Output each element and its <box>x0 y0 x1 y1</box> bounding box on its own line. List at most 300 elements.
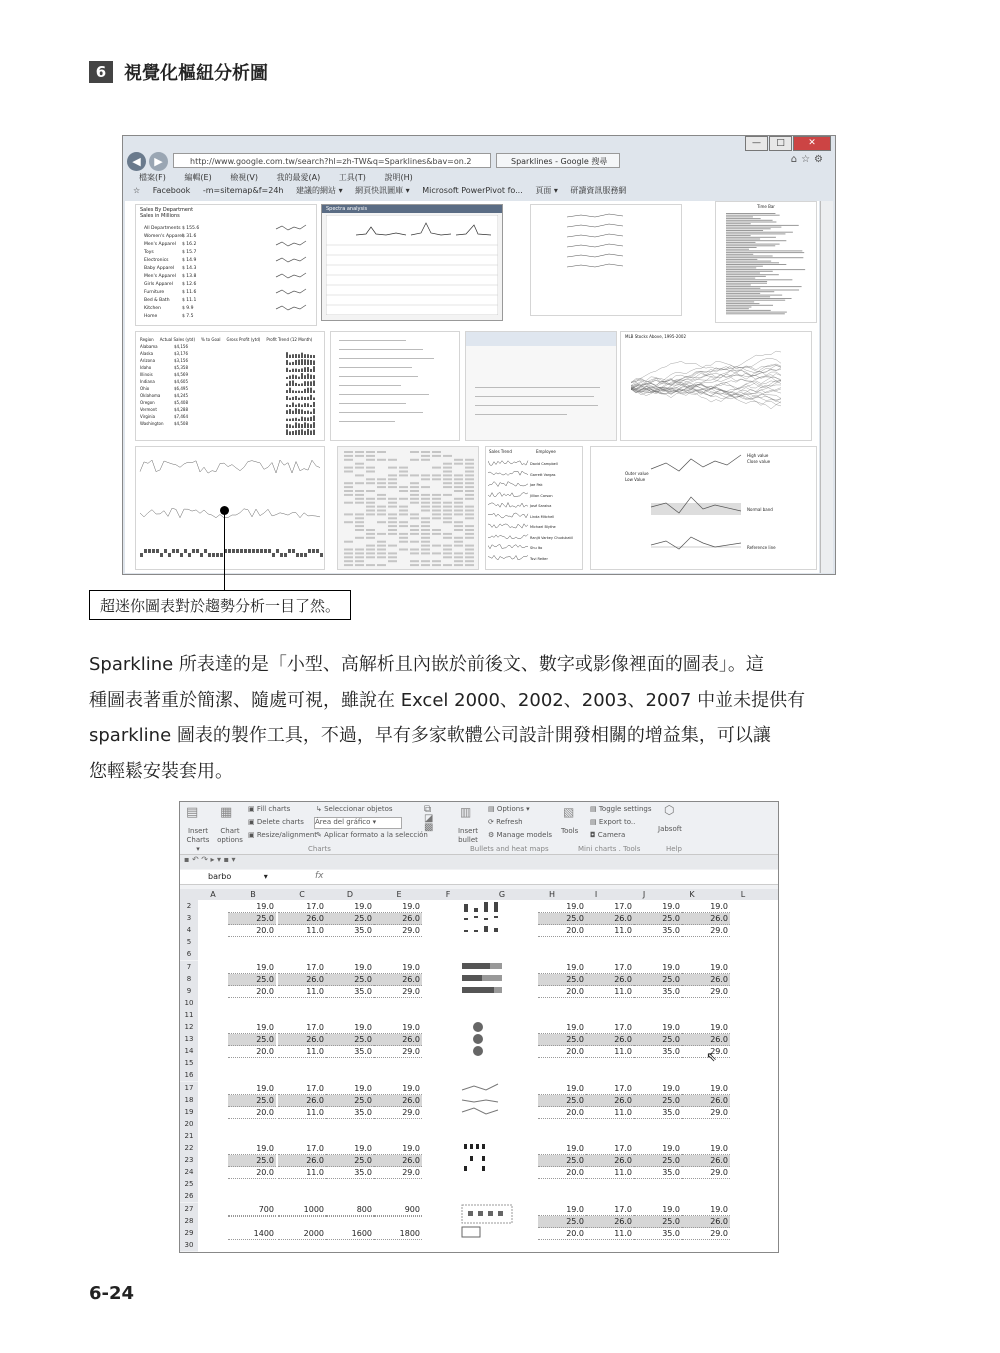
insert-bullet-button[interactable]: Insert bullet <box>457 827 479 844</box>
table-cell[interactable]: 26.0 <box>374 1034 422 1046</box>
table-cell[interactable]: 26.0 <box>682 1095 730 1107</box>
table-cell[interactable]: 20.0 <box>538 925 586 937</box>
t11-employee-name: Shu Ito <box>530 546 543 550</box>
table-cell[interactable]: 19.0 <box>634 1083 682 1095</box>
table-cell[interactable]: 25.0 <box>634 974 682 986</box>
fav-facebook[interactable]: Facebook <box>152 186 191 195</box>
table-cell[interactable]: 19.0 <box>634 901 682 913</box>
page-number: 6-24 <box>89 1283 135 1304</box>
thumbnail-sparkline-anatomy[interactable] <box>590 446 817 570</box>
apply-format-button[interactable]: ✎ Aplicar formato a la selección <box>316 831 428 839</box>
row-header[interactable]: 20 <box>180 1118 198 1130</box>
table-cell[interactable]: 700 <box>228 1204 276 1216</box>
table-cell[interactable]: 26.0 <box>586 1095 634 1107</box>
menu-tools[interactable]: 工具(T) <box>338 173 366 182</box>
thumbnail-sparkline-types[interactable] <box>135 446 325 570</box>
t7-doc-lines <box>475 387 607 423</box>
table-cell[interactable]: 26.0 <box>374 913 422 925</box>
table-cell[interactable]: 25.0 <box>634 1095 682 1107</box>
table-cell[interactable]: 17.0 <box>278 962 326 974</box>
table-cell[interactable]: 19.0 <box>538 1143 586 1155</box>
table-cell[interactable]: 17.0 <box>278 1022 326 1034</box>
thumbnail-sales-by-department[interactable] <box>135 204 317 326</box>
menu-view[interactable]: 檢視(V) <box>230 173 258 182</box>
table-cell[interactable]: 26.0 <box>586 913 634 925</box>
t5-sales: $5,358 <box>174 365 188 370</box>
table-cell[interactable]: 17.0 <box>278 1083 326 1095</box>
grid-cell-mark <box>366 467 375 469</box>
column-header[interactable]: A <box>210 890 216 899</box>
grid-cell-mark <box>410 474 419 476</box>
fav-gallery[interactable]: 網頁快訊圖庫 ▾ <box>355 186 410 195</box>
grid-cell-mark <box>421 517 430 519</box>
grid-cell-mark <box>388 459 397 461</box>
back-icon[interactable]: ◀ <box>127 152 146 171</box>
table-cell[interactable] <box>326 1216 374 1217</box>
column-header[interactable]: H <box>548 890 555 899</box>
table-cell[interactable]: 19.0 <box>228 901 276 913</box>
table-cell[interactable]: 19.0 <box>326 1022 374 1034</box>
row-header[interactable]: 14 <box>180 1045 198 1057</box>
table-cell[interactable]: 25.0 <box>634 1216 682 1228</box>
table-cell[interactable]: 19.0 <box>374 901 422 913</box>
close-button[interactable]: ✕ <box>793 136 831 151</box>
table-cell[interactable]: 25.0 <box>326 1155 374 1167</box>
worksheet-grid[interactable] <box>198 900 778 1252</box>
thumbnail-sparkline-text-examples[interactable] <box>330 331 460 441</box>
table-cell[interactable]: 35.0 <box>326 1046 374 1058</box>
t5-region: Indiana <box>140 379 155 384</box>
column-header[interactable]: C <box>299 890 305 899</box>
table-cell[interactable]: 20.0 <box>228 1167 276 1179</box>
fx-icon[interactable]: fx <box>315 871 324 881</box>
t5-region: Alabama <box>140 344 158 349</box>
table-cell[interactable]: 26.0 <box>586 1155 634 1167</box>
table-cell[interactable]: 1400 <box>228 1228 276 1240</box>
options-button[interactable]: ▤ Options ▾ <box>488 805 530 813</box>
tools-button[interactable]: Tools <box>561 827 579 835</box>
table-cell[interactable]: 29.0 <box>682 1167 730 1179</box>
grid-cell-mark <box>399 549 408 551</box>
home-star-gear-icons[interactable]: ⌂☆⚙ <box>790 154 827 165</box>
table-cell[interactable]: 25.0 <box>228 1095 276 1107</box>
table-cell[interactable]: 20.0 <box>228 1107 276 1119</box>
table-cell[interactable]: 26.0 <box>278 1034 326 1046</box>
row-header[interactable]: 2 <box>180 900 198 912</box>
table-cell[interactable]: 26.0 <box>682 974 730 986</box>
jabsoft-icon[interactable]: ⬡ <box>664 803 675 817</box>
format-icons[interactable]: ⧉ ◪ ▩ <box>424 804 434 833</box>
sparkline-cell[interactable] <box>460 1142 510 1182</box>
refresh-button[interactable]: ⟳ Refresh <box>488 818 523 826</box>
table-cell[interactable]: 20.0 <box>538 1046 586 1058</box>
t5-region: Illinois <box>140 372 153 377</box>
table-cell[interactable]: 35.0 <box>326 1107 374 1119</box>
table-cell[interactable]: 25.0 <box>228 1034 276 1046</box>
column-header[interactable]: G <box>498 890 506 899</box>
table-cell[interactable]: 35.0 <box>634 1167 682 1179</box>
select-objects-button[interactable]: ↳ Seleccionar objetos <box>316 805 393 813</box>
table-cell[interactable]: 25.0 <box>326 974 374 986</box>
table-cell[interactable]: 26.0 <box>682 913 730 925</box>
column-header[interactable]: J <box>642 890 646 899</box>
row-header[interactable]: 30 <box>180 1239 198 1251</box>
table-cell[interactable]: 20.0 <box>538 986 586 998</box>
table-cell[interactable]: 25.0 <box>326 913 374 925</box>
tools-icon[interactable]: ▧ <box>563 805 575 819</box>
table-cell[interactable]: 29.0 <box>374 1046 422 1058</box>
row-header[interactable]: 24 <box>180 1166 198 1178</box>
table-cell[interactable]: 19.0 <box>682 1204 730 1216</box>
table-cell[interactable]: 19.0 <box>228 1083 276 1095</box>
table-cell[interactable]: 26.0 <box>586 1216 634 1228</box>
grid-cell-mark <box>465 459 474 461</box>
row-header[interactable]: 22 <box>180 1142 198 1154</box>
table-cell[interactable]: 29.0 <box>682 1228 730 1240</box>
menu-help[interactable]: 說明(H) <box>384 173 413 182</box>
column-header[interactable]: I <box>594 890 598 899</box>
jabsoft-button[interactable]: Jabsoft <box>658 825 682 833</box>
row-header[interactable]: 23 <box>180 1154 198 1166</box>
export-to-button[interactable]: ▤ Export to.. <box>590 818 636 826</box>
resize-alignment-button[interactable]: ▣ Resize/alignment <box>248 831 317 839</box>
table-cell[interactable]: 17.0 <box>586 962 634 974</box>
chapter-number-badge: 6 <box>89 61 113 83</box>
table-cell[interactable]: 25.0 <box>538 1095 586 1107</box>
table-cell[interactable]: 19.0 <box>538 901 586 913</box>
row-header[interactable]: 8 <box>180 973 198 985</box>
fav-suggested[interactable]: 建議的網站 ▾ <box>296 186 343 195</box>
table-cell[interactable]: 26.0 <box>374 1095 422 1107</box>
fav-star-icon[interactable]: ☆ <box>133 186 141 195</box>
row-header[interactable]: 15 <box>180 1057 198 1069</box>
row-header[interactable]: 13 <box>180 1033 198 1045</box>
table-cell[interactable]: 26.0 <box>682 1034 730 1046</box>
grid-cell-mark <box>399 506 408 508</box>
table-cell[interactable]: 20.0 <box>538 1228 586 1240</box>
menu-file[interactable]: 檔案(F) <box>139 173 166 182</box>
table-cell[interactable]: 29.0 <box>682 925 730 937</box>
menu-bar <box>123 172 835 184</box>
table-cell[interactable]: 900 <box>374 1204 422 1216</box>
table-cell[interactable]: 1800 <box>374 1228 422 1240</box>
table-cell[interactable]: 19.0 <box>682 901 730 913</box>
table-cell[interactable]: 35.0 <box>326 986 374 998</box>
table-cell[interactable]: 20.0 <box>538 1107 586 1119</box>
t1-row-value: $ 14.3 <box>182 266 197 271</box>
table-cell[interactable]: 25.0 <box>538 1216 586 1228</box>
table-cell[interactable]: 26.0 <box>682 1216 730 1228</box>
table-cell[interactable]: 17.0 <box>278 901 326 913</box>
row-header[interactable]: 12 <box>180 1021 198 1033</box>
table-cell[interactable]: 29.0 <box>374 1167 422 1179</box>
table-cell[interactable]: 35.0 <box>634 1046 682 1058</box>
t5-region: Virginia <box>140 414 156 419</box>
column-header[interactable]: L <box>740 890 746 899</box>
table-cell[interactable]: 11.0 <box>586 1107 634 1119</box>
table-cell[interactable]: 29.0 <box>374 1107 422 1119</box>
table-cell[interactable]: 1000 <box>278 1204 326 1216</box>
time-bar-mark <box>726 283 767 284</box>
table-cell[interactable]: 35.0 <box>634 1228 682 1240</box>
thumbnail-time-bar[interactable] <box>715 201 817 323</box>
group-mini-label: Mini charts . Tools <box>578 845 641 853</box>
t1-row-label: Girls Apparel <box>144 282 173 287</box>
table-cell[interactable]: 26.0 <box>278 913 326 925</box>
table-cell[interactable]: 11.0 <box>278 925 326 937</box>
table-cell[interactable]: 26.0 <box>278 1155 326 1167</box>
table-cell[interactable]: 35.0 <box>634 925 682 937</box>
t12-label-close: Close value <box>747 459 771 464</box>
column-header[interactable]: E <box>396 890 402 899</box>
fill-charts-button[interactable]: ▣ Fill charts <box>248 805 291 813</box>
table-cell[interactable]: 26.0 <box>374 1155 422 1167</box>
table-cell[interactable]: 25.0 <box>326 1095 374 1107</box>
fav-powerpivot[interactable]: Microsoft PowerPivot fo... <box>422 186 523 195</box>
table-cell[interactable]: 17.0 <box>586 1083 634 1095</box>
table-cell[interactable]: 19.0 <box>634 1143 682 1155</box>
thumbnail-word-document[interactable] <box>465 331 617 441</box>
t10-grid <box>338 447 478 569</box>
row-header[interactable]: 29 <box>180 1227 198 1239</box>
table-cell[interactable]: 25.0 <box>538 913 586 925</box>
table-cell[interactable]: 19.0 <box>682 1083 730 1095</box>
browser-scrollbar[interactable] <box>820 201 833 573</box>
table-cell[interactable]: 19.0 <box>228 1022 276 1034</box>
row-header[interactable]: 6 <box>180 948 198 960</box>
table-cell[interactable]: 25.0 <box>326 1034 374 1046</box>
table-cell[interactable] <box>228 1216 276 1217</box>
grid-cell-mark <box>421 549 430 551</box>
menu-edit[interactable]: 編輯(E) <box>184 173 212 182</box>
table-cell[interactable]: 25.0 <box>228 913 276 925</box>
sparkline-cell[interactable] <box>460 1021 510 1061</box>
table-cell[interactable]: 11.0 <box>586 925 634 937</box>
table-cell[interactable]: 19.0 <box>326 1083 374 1095</box>
table-cell[interactable] <box>374 1216 422 1217</box>
table-cell[interactable]: 19.0 <box>326 962 374 974</box>
insert-charts-button[interactable]: Insert Charts ▾ <box>186 827 210 853</box>
grid-cell-mark <box>454 478 463 480</box>
table-cell[interactable]: 11.0 <box>278 1107 326 1119</box>
table-cell[interactable]: 11.0 <box>586 1167 634 1179</box>
row-header[interactable]: 27 <box>180 1203 198 1215</box>
row-header[interactable]: 11 <box>180 1009 198 1021</box>
table-cell[interactable]: 19.0 <box>682 962 730 974</box>
row-header[interactable]: 21 <box>180 1130 198 1142</box>
table-cell[interactable]: 2000 <box>278 1228 326 1240</box>
time-bar-mark <box>726 276 766 277</box>
table-cell[interactable]: 19.0 <box>634 1204 682 1216</box>
win-loss-mark <box>184 549 187 553</box>
t5-region: Washington <box>140 421 164 426</box>
time-bar-mark <box>726 222 776 223</box>
table-cell[interactable]: 29.0 <box>682 1107 730 1119</box>
minimize-button[interactable]: — <box>745 136 768 151</box>
t1-row-label: Men's Apparel <box>144 274 176 279</box>
row-header[interactable]: 16 <box>180 1069 198 1081</box>
thumbnail-excel-grid[interactable] <box>337 446 479 570</box>
table-cell[interactable]: 25.0 <box>538 1155 586 1167</box>
table-cell[interactable]: 19.0 <box>374 1022 422 1034</box>
thumbnail-spectra-analysis[interactable] <box>321 204 503 321</box>
thumbnail-employee-sales-trend[interactable] <box>485 446 583 570</box>
profit-bar-mark <box>301 424 303 428</box>
row-header[interactable]: 10 <box>180 997 198 1009</box>
table-cell[interactable] <box>278 1216 326 1217</box>
column-header[interactable]: B <box>250 890 256 899</box>
table-cell[interactable]: 25.0 <box>228 974 276 986</box>
table-cell[interactable]: 17.0 <box>586 1204 634 1216</box>
grid-cell-mark <box>344 560 353 562</box>
table-cell[interactable]: 19.0 <box>374 1083 422 1095</box>
thumbnail-mlb-stocks[interactable] <box>620 331 812 441</box>
chart-options-button[interactable]: Chart options <box>217 827 243 844</box>
table-cell[interactable]: 11.0 <box>586 1228 634 1240</box>
tab-sparklines[interactable]: Sparklines - Google 搜尋 <box>496 153 620 168</box>
row-header[interactable]: 17 <box>180 1082 198 1094</box>
table-cell[interactable]: 35.0 <box>634 986 682 998</box>
table-cell[interactable]: 11.0 <box>278 986 326 998</box>
table-cell[interactable]: 17.0 <box>278 1143 326 1155</box>
table-cell[interactable]: 19.0 <box>634 1022 682 1034</box>
sparkline-cell[interactable] <box>460 1203 516 1243</box>
table-cell[interactable]: 19.0 <box>538 962 586 974</box>
table-cell[interactable]: 26.0 <box>278 974 326 986</box>
row-header[interactable]: 9 <box>180 985 198 997</box>
table-cell[interactable]: 800 <box>326 1204 374 1216</box>
table-cell[interactable]: 29.0 <box>374 986 422 998</box>
table-cell[interactable]: 17.0 <box>586 1022 634 1034</box>
table-cell[interactable]: 35.0 <box>326 1167 374 1179</box>
row-header[interactable]: 28 <box>180 1215 198 1227</box>
table-cell[interactable]: 29.0 <box>682 986 730 998</box>
profit-bar-mark <box>286 404 288 407</box>
table-cell[interactable]: 19.0 <box>634 962 682 974</box>
table-cell[interactable]: 29.0 <box>374 925 422 937</box>
table-cell[interactable]: 19.0 <box>326 901 374 913</box>
maximize-button[interactable]: □ <box>769 136 792 151</box>
grid-cell-mark <box>410 482 419 484</box>
t12-annotated-sparklines <box>591 447 816 569</box>
sparkline-cell[interactable] <box>460 1082 510 1122</box>
grid-cell-mark <box>355 521 364 523</box>
table-cell[interactable]: 19.0 <box>538 1022 586 1034</box>
fav-research[interactable]: 研讀資訊服務網 <box>570 186 627 195</box>
toggle-settings-button[interactable]: ▤ Toggle settings <box>590 805 652 813</box>
address-bar[interactable]: http://www.google.com.tw/search?hl=zh-TW&q=Sparklines&bav=on.2 <box>173 153 491 168</box>
column-header[interactable]: F <box>445 890 451 899</box>
insert-charts-icon[interactable]: ▤ <box>186 805 199 820</box>
row-header[interactable]: 26 <box>180 1190 198 1202</box>
table-cell[interactable]: 1600 <box>326 1228 374 1240</box>
table-cell[interactable]: 19.0 <box>538 1083 586 1095</box>
table-cell[interactable]: 25.0 <box>538 974 586 986</box>
column-header[interactable]: K <box>689 890 695 899</box>
table-cell[interactable]: 25.0 <box>634 913 682 925</box>
table-cell[interactable]: 26.0 <box>278 1095 326 1107</box>
table-cell[interactable]: 19.0 <box>682 1022 730 1034</box>
table-cell[interactable]: 29.0 <box>682 1046 730 1058</box>
table-cell[interactable]: 26.0 <box>374 974 422 986</box>
table-cell[interactable]: 25.0 <box>634 1034 682 1046</box>
column-header[interactable]: D <box>346 890 354 899</box>
table-cell[interactable]: 25.0 <box>634 1155 682 1167</box>
profit-bar-mark <box>286 352 288 358</box>
delete-charts-button[interactable]: ▣ Delete charts <box>248 818 304 826</box>
grid-cell-mark <box>366 529 375 531</box>
grid-cell-mark <box>454 537 463 539</box>
table-cell[interactable]: 17.0 <box>586 1143 634 1155</box>
thumbnail-country-sparklines[interactable] <box>530 204 682 316</box>
table-cell[interactable]: 26.0 <box>586 974 634 986</box>
table-cell[interactable]: 19.0 <box>538 1204 586 1216</box>
time-bar-mark <box>726 279 792 280</box>
row-header[interactable]: 4 <box>180 924 198 936</box>
chart-options-icon[interactable]: ▦ <box>220 805 233 820</box>
table-cell[interactable]: 20.0 <box>228 986 276 998</box>
table-cell[interactable]: 11.0 <box>586 986 634 998</box>
table-cell[interactable]: 19.0 <box>374 962 422 974</box>
fav-sitemap[interactable]: -m=sitemap&f=24h <box>202 186 284 195</box>
camera-button[interactable]: ◘ Camera <box>590 831 626 839</box>
thumbnail-region-sales[interactable] <box>135 331 325 441</box>
grid-cell-mark <box>465 474 474 476</box>
row-header[interactable]: 19 <box>180 1106 198 1118</box>
table-cell[interactable]: 11.0 <box>278 1046 326 1058</box>
menu-favorites[interactable]: 我的最愛(A) <box>276 173 321 182</box>
name-box[interactable]: barbo ▾ <box>208 872 268 881</box>
table-cell[interactable]: 26.0 <box>682 1155 730 1167</box>
quick-access-toolbar[interactable]: ▪ ↶ ↷ ▸ ▾ ▪ ▾ <box>180 855 778 869</box>
table-cell[interactable]: 17.0 <box>586 901 634 913</box>
table-cell[interactable]: 19.0 <box>374 1143 422 1155</box>
row-header[interactable]: 25 <box>180 1178 198 1190</box>
table-cell[interactable]: 25.0 <box>228 1155 276 1167</box>
profit-bar-mark <box>301 409 303 414</box>
sparkline-cell[interactable] <box>460 900 510 940</box>
table-cell[interactable]: 11.0 <box>278 1167 326 1179</box>
table-cell[interactable]: 19.0 <box>228 1143 276 1155</box>
forward-icon[interactable]: ▶ <box>149 152 168 171</box>
insert-bullet-icon[interactable]: ▥ <box>460 805 472 819</box>
table-cell[interactable]: 20.0 <box>228 1046 276 1058</box>
manage-models-button[interactable]: ⚙ Manage models <box>488 831 552 839</box>
sparkline-cell[interactable] <box>460 961 510 1001</box>
row-header[interactable]: 5 <box>180 936 198 948</box>
fav-page[interactable]: 頁面 ▾ <box>535 186 558 195</box>
profit-bar-mark <box>310 405 312 407</box>
table-cell[interactable]: 19.0 <box>682 1143 730 1155</box>
t1-row-value: $ 9.9 <box>182 306 194 311</box>
toggle-settings-label: Toggle settings <box>598 805 652 813</box>
table-cell[interactable]: 19.0 <box>228 962 276 974</box>
row-header[interactable]: 7 <box>180 961 198 973</box>
table-cell[interactable]: 11.0 <box>586 1046 634 1058</box>
table-cell[interactable]: 35.0 <box>326 925 374 937</box>
row-header[interactable]: 18 <box>180 1094 198 1106</box>
row-header[interactable]: 3 <box>180 912 198 924</box>
table-cell[interactable]: 19.0 <box>326 1143 374 1155</box>
table-cell[interactable]: 26.0 <box>586 1034 634 1046</box>
chart-area-dropdown[interactable]: Área del gráfico ▾ <box>314 817 402 829</box>
t1-row-value: $ 11.6 <box>182 290 197 295</box>
table-cell[interactable]: 25.0 <box>538 1034 586 1046</box>
table-cell[interactable]: 20.0 <box>538 1167 586 1179</box>
table-cell[interactable]: 35.0 <box>634 1107 682 1119</box>
table-cell[interactable]: 20.0 <box>228 925 276 937</box>
grid-cell-mark <box>454 545 463 547</box>
